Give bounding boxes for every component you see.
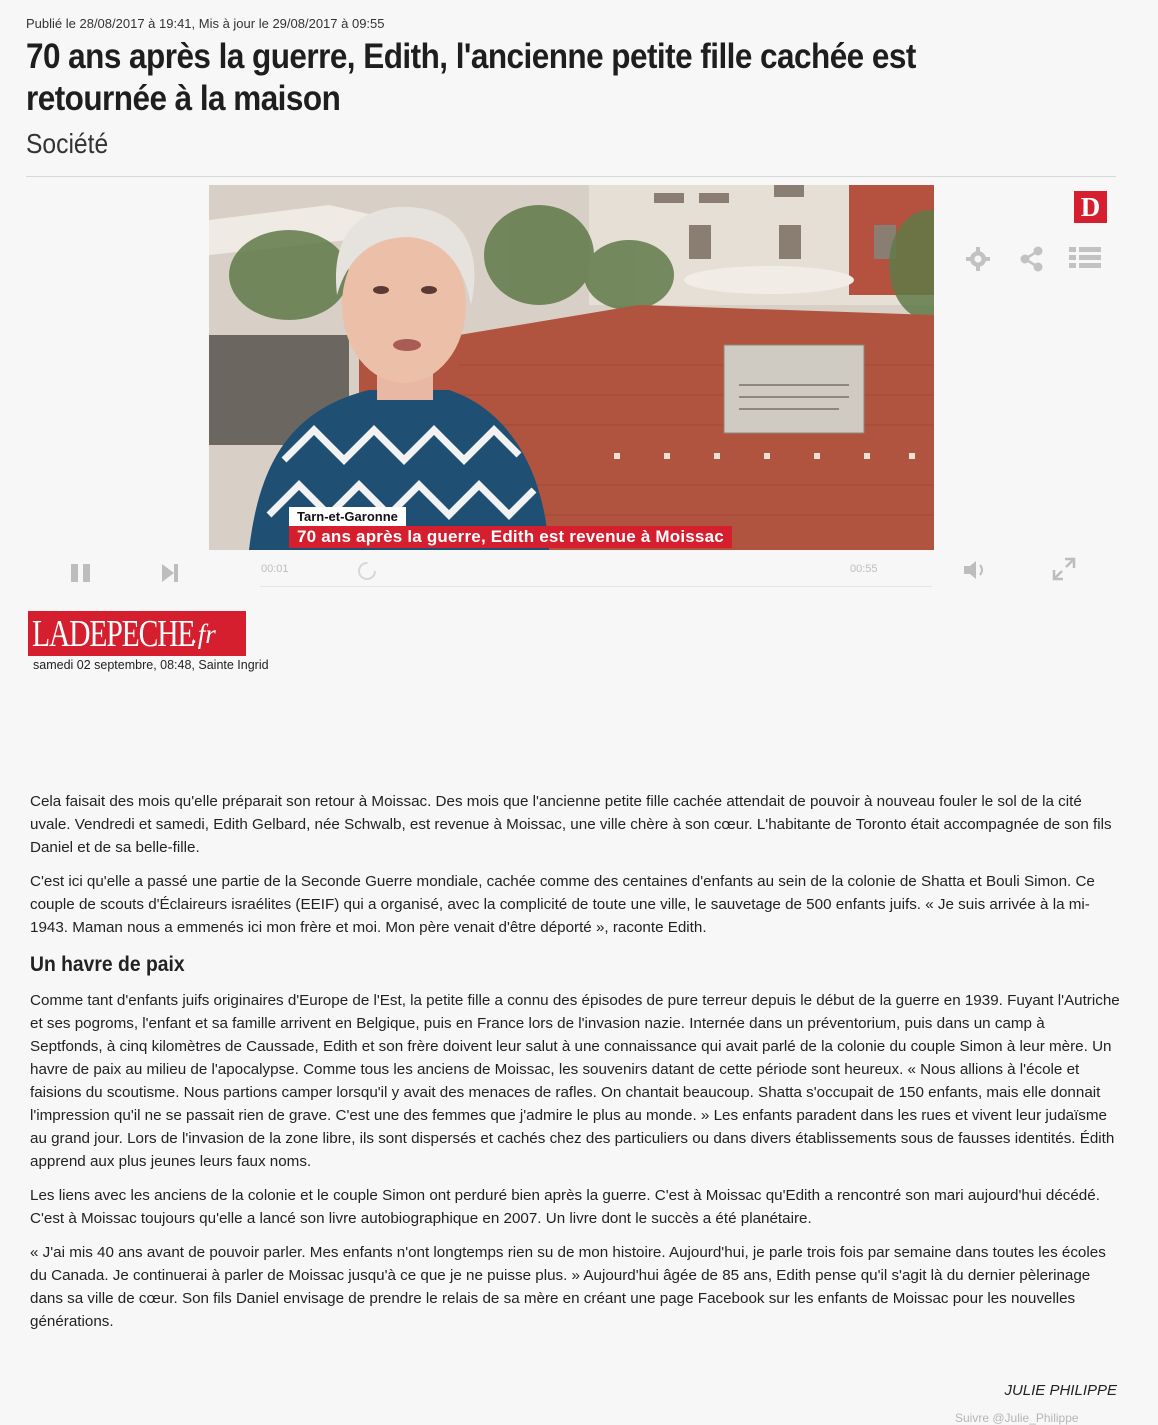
header-divider: [26, 176, 1116, 177]
brand-suffix: .fr: [191, 619, 216, 649]
loading-spinner-icon: [356, 560, 378, 582]
ladepeche-logo[interactable]: [28, 611, 246, 656]
paragraph-5: « J'ai mis 40 ans avant de pouvoir parler. Mes enfants n'ont longtemps rien su de mon histoire. Aujourd'hui, je parle trois fois par semaine dans toutes les écoles du Canada. Je continuerai à parler de Moissac jusqu'à ce que je ne puisse plus. » Aujourd'hui âgée de 85 ans, Edith pense qu'il s'agit là du dernier pèlerinage dans sa ville de cœur. Son fils Daniel envisage de prendre le relais de sa mère en créant une page Facebook sur les enfants de Moissac pour les nouvelles générations.: [30, 1244, 1106, 1330]
list-icon[interactable]: [1069, 245, 1101, 271]
article-section[interactable]: Société: [26, 128, 109, 159]
video-frame-image: [209, 185, 934, 550]
current-time: 00:01: [261, 563, 289, 575]
author-name: JULIE PHILIPPE: [1004, 1382, 1117, 1399]
pause-icon[interactable]: [69, 562, 93, 584]
gear-icon[interactable]: [965, 246, 991, 272]
article-body: [30, 790, 1120, 1344]
player-controls: [50, 552, 1110, 592]
brand-date: samedi 02 septembre, 08:48, Sainte Ingrid: [33, 658, 269, 672]
progress-track[interactable]: [260, 586, 932, 587]
paragraph-3: Comme tant d'enfants juifs originaires d'Europe de l'Est, la petite fille a connu des épisodes de pure terreur depuis le début de la guerre en 1939. Fuyant l'Autriche et ses pogroms, l'enfant et sa famille arrivent en Belgique, puis en France lors de l'invasion nazie. Internée dans un préventorium, puis dans un camp à Septfonds, à cinq kilomètres de Caussade, Edith et son frère doivent leur salut à une connaissance qui avait parlé de la colonie du couple Simon à leur mère. Un havre de paix au milieu de l'apocalypse. Comme tous les anciens de Moissac, les souvenirs datant de cette période sont heureux. « Nous allions à l'école et faisions du scoutisme. Nous partions camper lorsqu'il y avait des menaces de rafles. On chantait beaucoup. Shatta s'occupait de 150 enfants, mais elle donnait l'impression qu'il ne se passait rien de grave. C'est une des femmes que j'admire le plus au monde. » Les enfants paradent dans les rues et vivent leur judaïsme au grand jour. Lors de l'invasion de la zone libre, ils sont dispersés et cachés chez des particuliers ou dans divers établissements sous de fausses identités. Édith apprend aux plus jeunes leurs faux noms.: [30, 992, 1120, 1170]
video-player[interactable]: [209, 185, 934, 550]
ladepeche-d-logo: D: [1074, 191, 1107, 223]
article-title: 70 ans après la guerre, Edith, l'ancienne petite fille cachée est retournée à la maison: [26, 37, 916, 118]
volume-icon[interactable]: [962, 558, 990, 582]
next-icon[interactable]: [160, 562, 180, 584]
paragraph-1: Cela faisait des mois qu'elle préparait son retour à Moissac. Des mois que l'ancienne petite fille cachée attendait de pouvoir à nouveau fouler le sol de la cité uvale. Vendredi et samedi, Edith Gelbard, née Schwalb, est revenue à Moissac, une ville chère à son cœur. L'habitante de Toronto était accompagnée de son fils Daniel et de sa belle-fille.: [30, 793, 1112, 856]
fullscreen-icon[interactable]: [1051, 556, 1077, 582]
brand-name: LADEPECHE: [32, 613, 195, 655]
paragraph-4: Les liens avec les anciens de la colonie et le couple Simon ont perduré bien après la guerre. C'est à Moissac qu'Edith a rencontré son mari aujourd'hui décédé. C'est à Moissac toujours qu'elle a lancé son livre autobiographique en 2007. Un livre dont le succès a été planétaire.: [30, 1187, 1100, 1227]
follow-author-link[interactable]: Suivre @Julie_Philippe: [955, 1411, 1079, 1425]
video-caption-location: Tarn-et-Garonne: [289, 507, 406, 526]
publication-meta: Publié le 28/08/2017 à 19:41, Mis à jour le 29/08/2017 à 09:55: [26, 16, 385, 31]
share-icon[interactable]: [1018, 245, 1046, 273]
subheading: Un havre de paix: [30, 953, 185, 976]
paragraph-2: C'est ici qu'elle a passé une partie de la Seconde Guerre mondiale, cachée comme des centaines d'enfants au sein de la colonie de Shatta et Bouli Simon. Ce couple de scouts d'Éclaireurs israélites (EEIF) qui a organisé, avec la complicité de toute une ville, le sauvetage de 500 enfants juifs. « Je suis arrivée à la mi-1943. Maman nous a emmenés ici mon frère et moi. Mon père venait d'être déporté », raconte Edith.: [30, 873, 1095, 936]
total-time: 00:55: [850, 563, 878, 575]
video-caption-title: 70 ans après la guerre, Edith est revenue à Moissac: [289, 526, 732, 548]
